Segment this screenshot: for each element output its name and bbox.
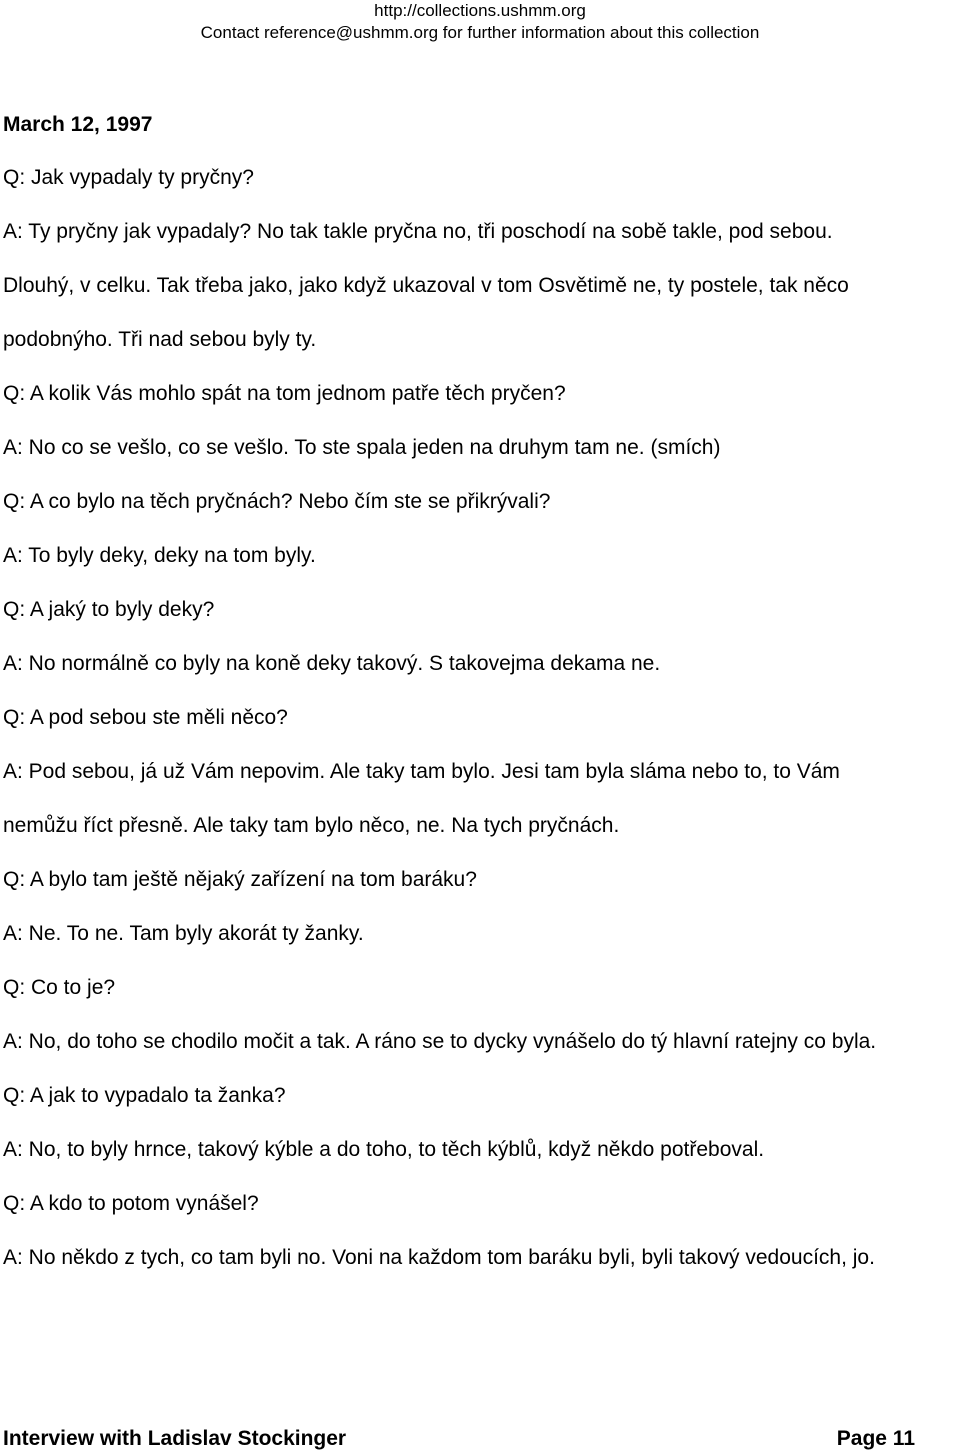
- transcript-line: podobnýho. Tři nad sebou byly ty.: [3, 328, 317, 351]
- transcript-line: A: No normálně co byly na koně deky takový. S takovejma dekama ne.: [3, 652, 661, 675]
- transcript-line: Q: A kdo to potom vynášel?: [3, 1192, 259, 1215]
- transcript-line: Q: A jaký to byly deky?: [3, 598, 215, 621]
- transcript-line: A: Pod sebou, já už Vám nepovim. Ale taky tam bylo. Jesi tam byla sláma nebo to, to Vám: [3, 760, 840, 783]
- transcript-line: Q: Co to je?: [3, 976, 116, 999]
- transcript-line: A: No, do toho se chodilo močit a tak. A ráno se to dycky vynášelo do tý hlavní ratejny co byla.: [3, 1030, 877, 1053]
- page-header: [0, 0, 960, 44]
- transcript-line: Q: A kolik Vás mohlo spát na tom jednom patře těch pryčen?: [3, 382, 566, 405]
- transcript-line: Q: A jak to vypadalo ta žanka?: [3, 1084, 286, 1107]
- header-contact: Contact reference@ushmm.org for further information about this collection: [200, 23, 760, 42]
- transcript-line: A: Ne. To ne. Tam byly akorát ty žanky.: [3, 922, 364, 945]
- footer-title: Interview with Ladislav Stockinger: [3, 1427, 347, 1450]
- transcript-line: Q: A bylo tam ještě nějaký zařízení na tom baráku?: [3, 868, 477, 891]
- transcript-line: A: Ty pryčny jak vypadaly? No tak takle pryčna no, tři poschodí na sobě takle, pod sebou.: [3, 220, 833, 243]
- transcript-line: nemůžu říct přesně. Ale taky tam bylo něco, ne. Na tych pryčnách.: [3, 814, 620, 837]
- transcript-line: A: No, to byly hrnce, takový kýble a do toho, to těch kýblů, když někdo potřeboval.: [3, 1138, 765, 1161]
- transcript-line: A: No někdo z tych, co tam byli no. Voni na každom tom baráku byli, byli takový vedoucích, jo.: [3, 1246, 875, 1269]
- transcript-line: Dlouhý, v celku. Tak třeba jako, jako když ukazoval v tom Osvětimě ne, ty postele, tak něco: [3, 274, 849, 297]
- transcript-line: Q: A co bylo na těch pryčnách? Nebo čím ste se přikrývali?: [3, 490, 551, 513]
- header-url: http://collections.ushmm.org: [374, 1, 586, 20]
- footer-page-number: Page 11: [836, 1427, 915, 1450]
- transcript-line: Q: Jak vypadaly ty pryčny?: [3, 166, 254, 189]
- transcript-line: Q: A pod sebou ste měli něco?: [3, 706, 288, 729]
- interview-date: March 12, 1997: [3, 113, 153, 136]
- transcript-body: [3, 164, 960, 1298]
- transcript-line: A: To byly deky, deky na tom byly.: [3, 544, 316, 567]
- transcript-line: A: No co se vešlo, co se vešlo. To ste spala jeden na druhym tam ne. (smích): [3, 436, 721, 459]
